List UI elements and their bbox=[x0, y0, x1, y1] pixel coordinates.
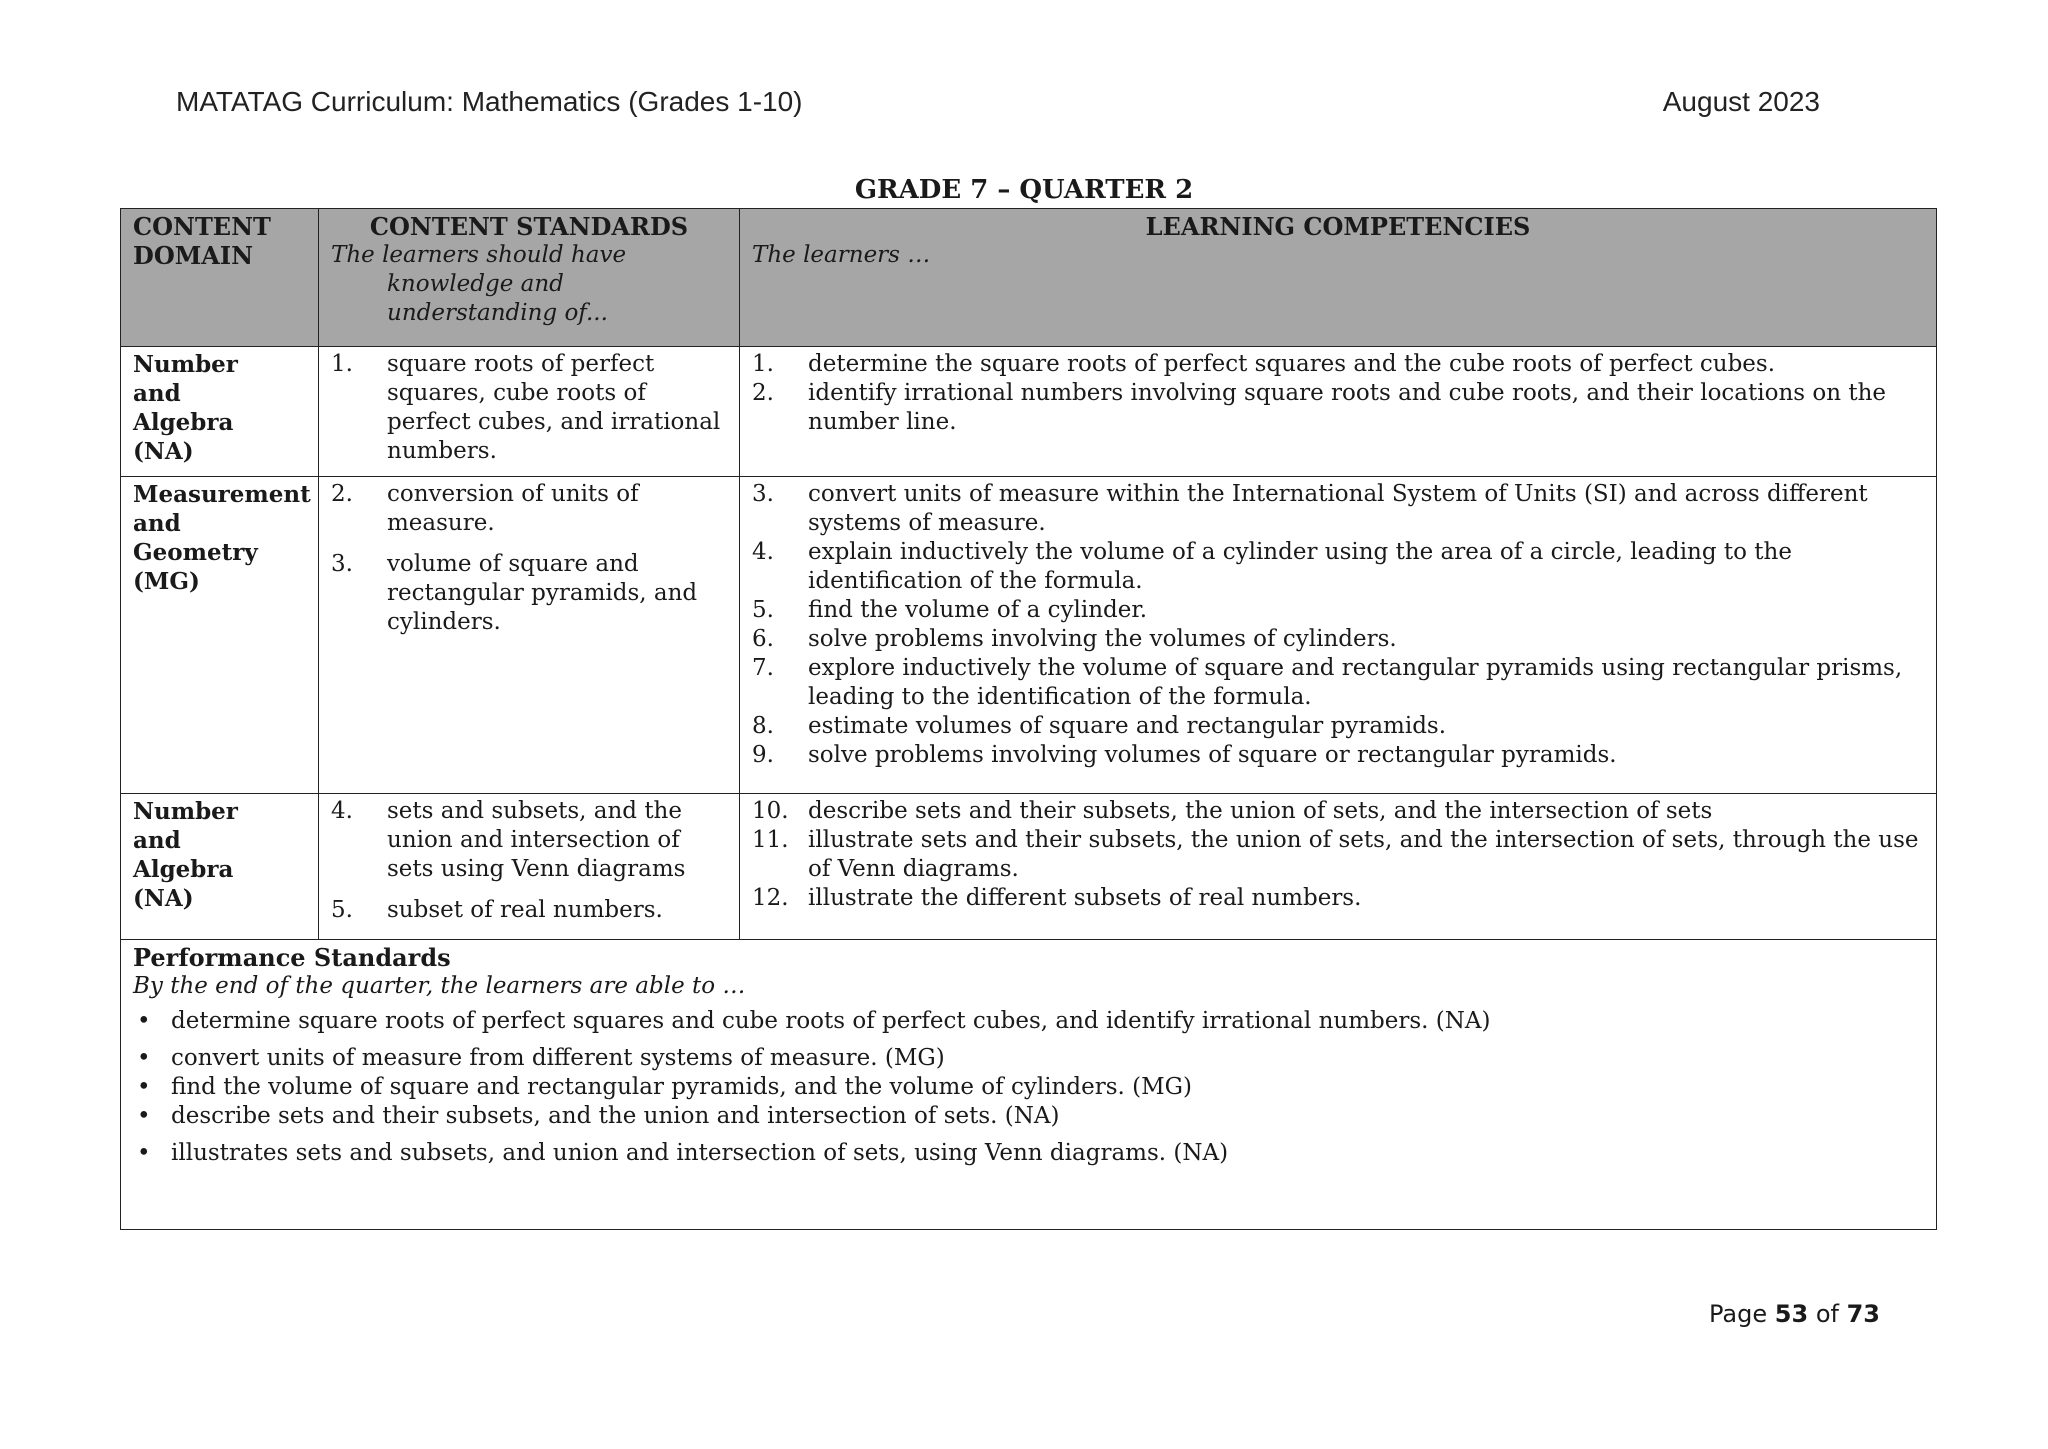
standards-cell bbox=[319, 347, 740, 477]
competencies-cell bbox=[740, 347, 1937, 477]
domain-line: (NA) bbox=[133, 885, 194, 912]
list-item: • determine square roots of perfect squares and cube roots of perfect cubes, and identify irrational numbers. (NA) bbox=[133, 1007, 1924, 1036]
header-domain-line: CONTENT bbox=[133, 212, 271, 241]
domain-line: Algebra bbox=[133, 856, 234, 883]
list-item: 4. sets and subsets, and the union and intersection of sets using Venn diagrams bbox=[331, 798, 686, 882]
list-item: • illustrates sets and subsets, and union and intersection of sets, using Venn diagrams. (NA) bbox=[133, 1139, 1924, 1168]
domain-line: (MG) bbox=[133, 568, 200, 595]
domain-line: Algebra bbox=[133, 409, 234, 436]
performance-standards-cell bbox=[121, 940, 1937, 1230]
header-domain-line: DOMAIN bbox=[133, 241, 254, 270]
page-number: Page 53 of 73 bbox=[1709, 1300, 1880, 1328]
header-standards-subtitle: The learners should have bbox=[331, 242, 627, 268]
domain-line: Number bbox=[133, 798, 238, 825]
domain-cell bbox=[121, 477, 319, 794]
list-item: 3. volume of square and rectangular pyramids, and cylinders. bbox=[331, 551, 698, 635]
domain-line: and bbox=[133, 827, 181, 854]
table-header-row bbox=[121, 209, 1937, 347]
total-pages: 73 bbox=[1846, 1300, 1880, 1328]
header-standards-subtitle: knowledge and bbox=[387, 271, 564, 297]
header-competencies-title: LEARNING COMPETENCIES bbox=[1145, 212, 1531, 241]
list-item: 9. solve problems involving volumes of square or rectangular pyramids. bbox=[752, 742, 1617, 768]
list-item: 12. illustrate the different subsets of real numbers. bbox=[752, 885, 1362, 911]
table-row bbox=[121, 477, 1937, 794]
list-item: • convert units of measure from different systems of measure. (MG) bbox=[133, 1044, 1924, 1073]
competencies-cell bbox=[740, 477, 1937, 794]
list-item: 5. subset of real numbers. bbox=[331, 897, 663, 923]
list-item: 1. determine the square roots of perfect squares and the cube roots of perfect cubes. bbox=[752, 351, 1776, 377]
domain-line: and bbox=[133, 380, 181, 407]
list-item: 5. find the volume of a cylinder. bbox=[752, 597, 1148, 623]
header-learning-competencies bbox=[740, 209, 1937, 347]
list-item: • find the volume of square and rectangular pyramids, and the volume of cylinders. (MG) bbox=[133, 1073, 1924, 1102]
list-item: 7. explore inductively the volume of square and rectangular pyramids using rectangular prisms, leading to the identification of the formula. bbox=[752, 655, 1903, 710]
header-competencies-subtitle: The learners … bbox=[752, 242, 931, 268]
performance-standards-row bbox=[121, 940, 1937, 1230]
list-item: 1. square roots of perfect squares, cube roots of perfect cubes, and irrational numbers. bbox=[331, 351, 721, 464]
current-page: 53 bbox=[1774, 1300, 1809, 1328]
domain-line: (NA) bbox=[133, 438, 194, 465]
domain-cell bbox=[121, 347, 319, 477]
domain-line: Measurement bbox=[133, 481, 311, 508]
domain-line: and bbox=[133, 510, 181, 537]
competencies-cell bbox=[740, 794, 1937, 940]
domain-line: Geometry bbox=[133, 539, 258, 566]
grade-quarter-title: GRADE 7 – QUARTER 2 bbox=[854, 175, 1194, 205]
header-content-standards bbox=[319, 209, 740, 347]
list-item: • describe sets and their subsets, and the union and intersection of sets. (NA) bbox=[133, 1102, 1924, 1131]
curriculum-table bbox=[120, 208, 1937, 1230]
document-header-date: August 2023 bbox=[1662, 86, 1820, 117]
domain-line: Number bbox=[133, 351, 238, 378]
table-row bbox=[121, 347, 1937, 477]
standards-cell bbox=[319, 477, 740, 794]
list-item: 10. describe sets and their subsets, the union of sets, and the intersection of sets bbox=[752, 798, 1713, 824]
list-item: 4. explain inductively the volume of a cylinder using the area of a circle, leading to the identification of the formula. bbox=[752, 539, 1792, 594]
performance-standards-subtitle: By the end of the quarter, the learners are able to … bbox=[133, 973, 746, 999]
header-standards-subtitle: understanding of... bbox=[387, 300, 608, 326]
list-item: 6. solve problems involving the volumes of cylinders. bbox=[752, 626, 1397, 652]
header-standards-title: CONTENT STANDARDS bbox=[369, 212, 689, 241]
list-item: 2. identify irrational numbers involving square roots and cube roots, and their locations on the number line. bbox=[752, 380, 1887, 435]
list-item: 3. convert units of measure within the International System of Units (SI) and across different systems of measure. bbox=[752, 481, 1868, 536]
document-header-title: MATATAG Curriculum: Mathematics (Grades 1-10) bbox=[176, 86, 803, 117]
list-item: 11. illustrate sets and their subsets, the union of sets, and the intersection of sets, through the use of Venn diagrams. bbox=[752, 827, 1919, 882]
performance-standards-title: Performance Standards bbox=[133, 943, 451, 972]
standards-cell bbox=[319, 794, 740, 940]
list-item: 8. estimate volumes of square and rectangular pyramids. bbox=[752, 713, 1447, 739]
header-content-domain bbox=[121, 209, 319, 347]
domain-cell bbox=[121, 794, 319, 940]
table-row bbox=[121, 794, 1937, 940]
list-item: 2. conversion of units of measure. bbox=[331, 481, 639, 536]
